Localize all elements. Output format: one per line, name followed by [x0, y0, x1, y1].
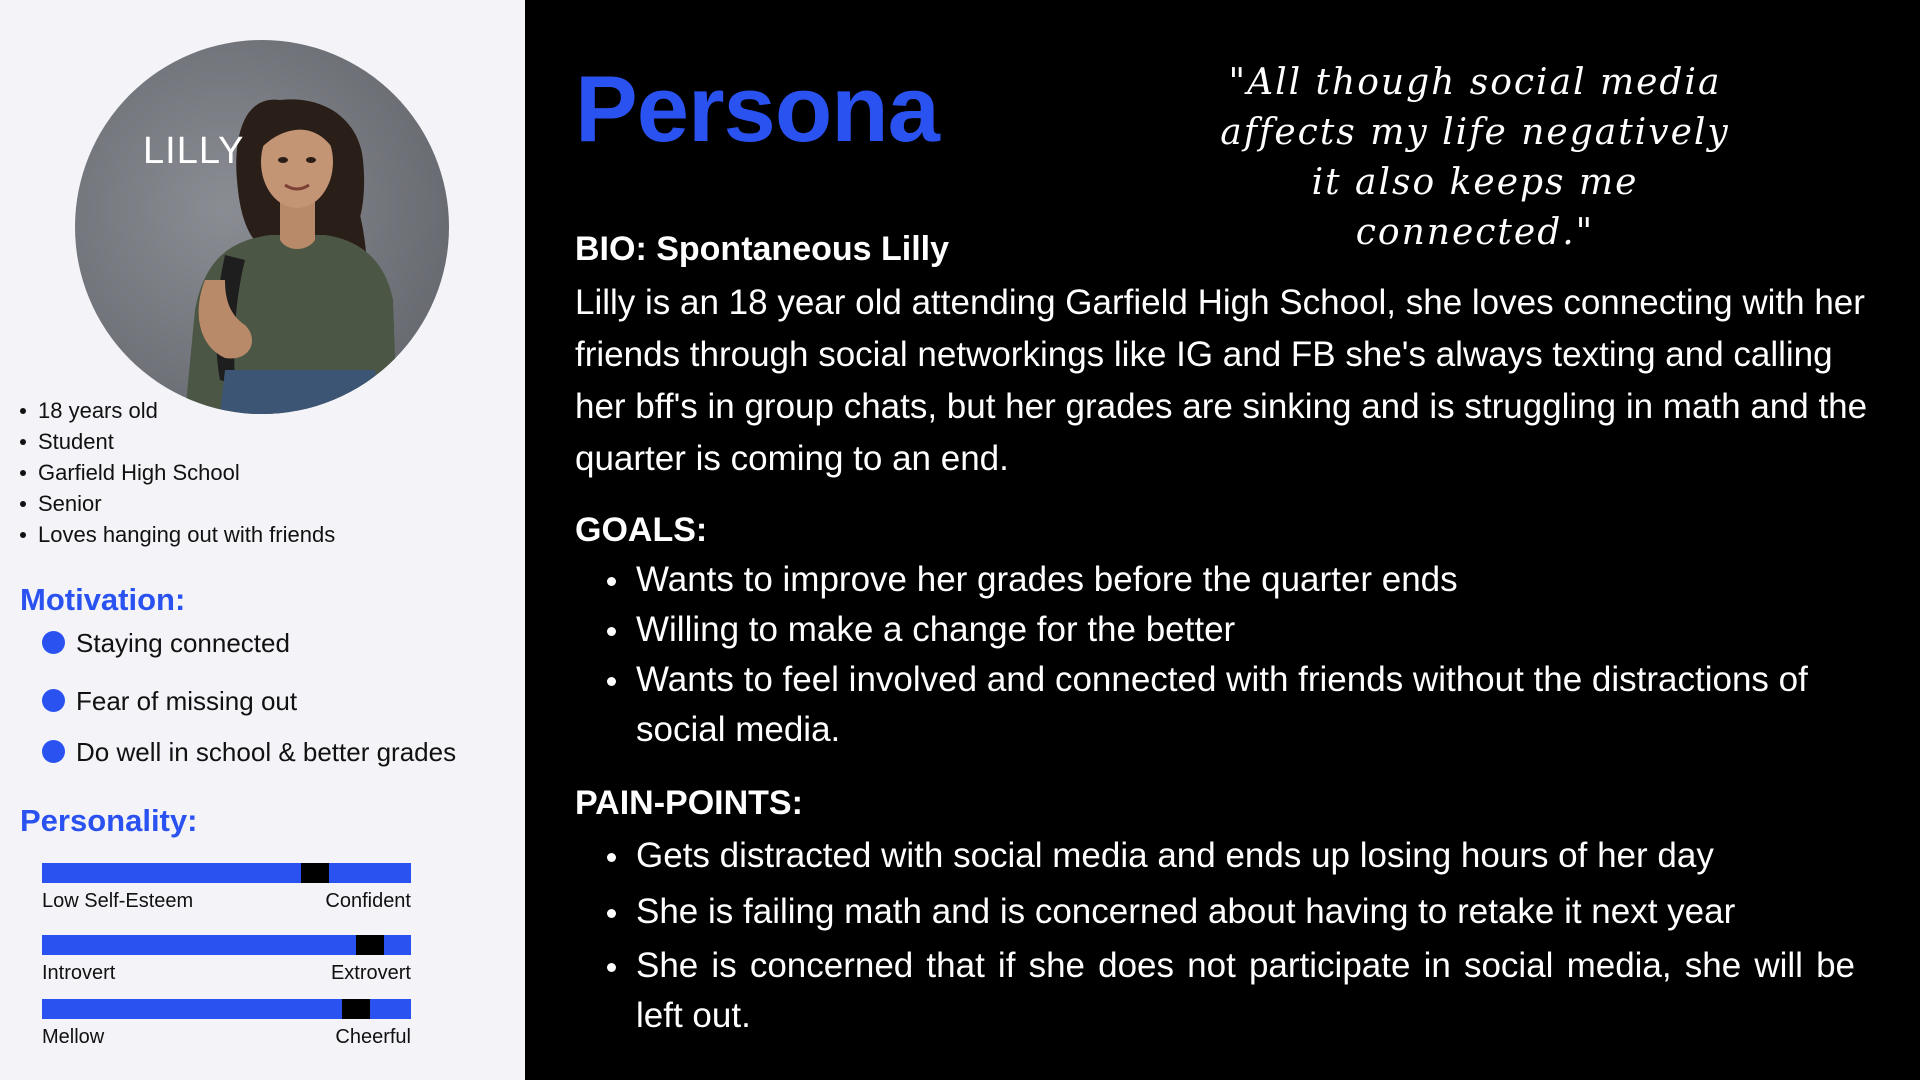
scale-right-label: Confident: [325, 890, 411, 912]
motivation-list: [42, 630, 456, 765]
scale-marker: [342, 999, 370, 1019]
persona-quote: "All though social media affects my life negatively it also keeps me connected.": [1220, 62, 1730, 253]
person-illustration: [75, 40, 449, 414]
scale-marker: [356, 935, 384, 955]
pain-points-list: [575, 831, 1855, 1041]
bio-heading: BIO: Spontaneous Lilly: [575, 230, 950, 268]
scale-track: [42, 863, 411, 883]
scale-track: [42, 935, 411, 955]
goals-list: [575, 555, 1855, 755]
bio-text: Lilly is an 18 year old attending Garfield High School, she loves connecting with her friends through social networkings like IG and FB she's always texting and calling her bff's in group chats, but her grades are sinking and is struggling in math and the quarter is coming to an end.: [575, 283, 1868, 478]
scale-track: [42, 999, 411, 1019]
personality-heading: Personality:: [20, 803, 198, 838]
bullet-dot-icon: [42, 740, 65, 763]
pain-point-item: She is failing math and is concerned about having to retake it next year: [575, 887, 1855, 937]
scale-left-label: Mellow: [42, 1026, 105, 1048]
motivation-item: [42, 739, 456, 765]
scale-left-label: Introvert: [42, 962, 116, 984]
pain-point-item: She is concerned that if she does not participate in social media, she will be left out.: [575, 941, 1855, 1041]
motivation-label: Fear of missing out: [76, 686, 298, 716]
motivation-label: Staying connected: [76, 628, 290, 658]
scale-marker: [301, 863, 329, 883]
goal-item: Willing to make a change for the better: [575, 605, 1855, 655]
pain-points-heading: PAIN-POINTS:: [575, 784, 803, 822]
goals-heading: GOALS:: [575, 511, 708, 549]
persona-name: LILLY: [143, 130, 245, 172]
page-title: Persona: [575, 56, 939, 161]
motivation-item: [42, 688, 456, 714]
fact-item: Student: [18, 426, 335, 457]
bullet-dot-icon: [42, 631, 65, 654]
personality-scale-confidence: [42, 863, 411, 913]
personality-scale-cheerfulness: [42, 999, 411, 1049]
goal-item: Wants to improve her grades before the quarter ends: [575, 555, 1855, 605]
motivation-label: Do well in school & better grades: [76, 737, 457, 767]
fact-item: Senior: [18, 488, 335, 519]
bullet-dot-icon: [42, 689, 65, 712]
fact-item: Garfield High School: [18, 457, 335, 488]
motivation-item: [42, 630, 456, 656]
personality-scale-extroversion: [42, 935, 411, 985]
profile-photo: [75, 40, 449, 414]
pain-point-item: Gets distracted with social media and ends up losing hours of her day: [575, 831, 1855, 881]
fact-item: Loves hanging out with friends: [18, 519, 335, 550]
scale-right-label: Extrovert: [330, 962, 411, 984]
persona-facts-list: [18, 395, 335, 550]
fact-item: 18 years old: [18, 395, 335, 426]
scale-left-label: Low Self-Esteem: [42, 890, 194, 912]
motivation-heading: Motivation:: [20, 582, 186, 617]
scale-right-label: Cheerful: [335, 1026, 411, 1048]
profile-panel: [0, 0, 525, 1080]
goal-item: Wants to feel involved and connected with friends without the distractions of social media.: [575, 655, 1855, 755]
